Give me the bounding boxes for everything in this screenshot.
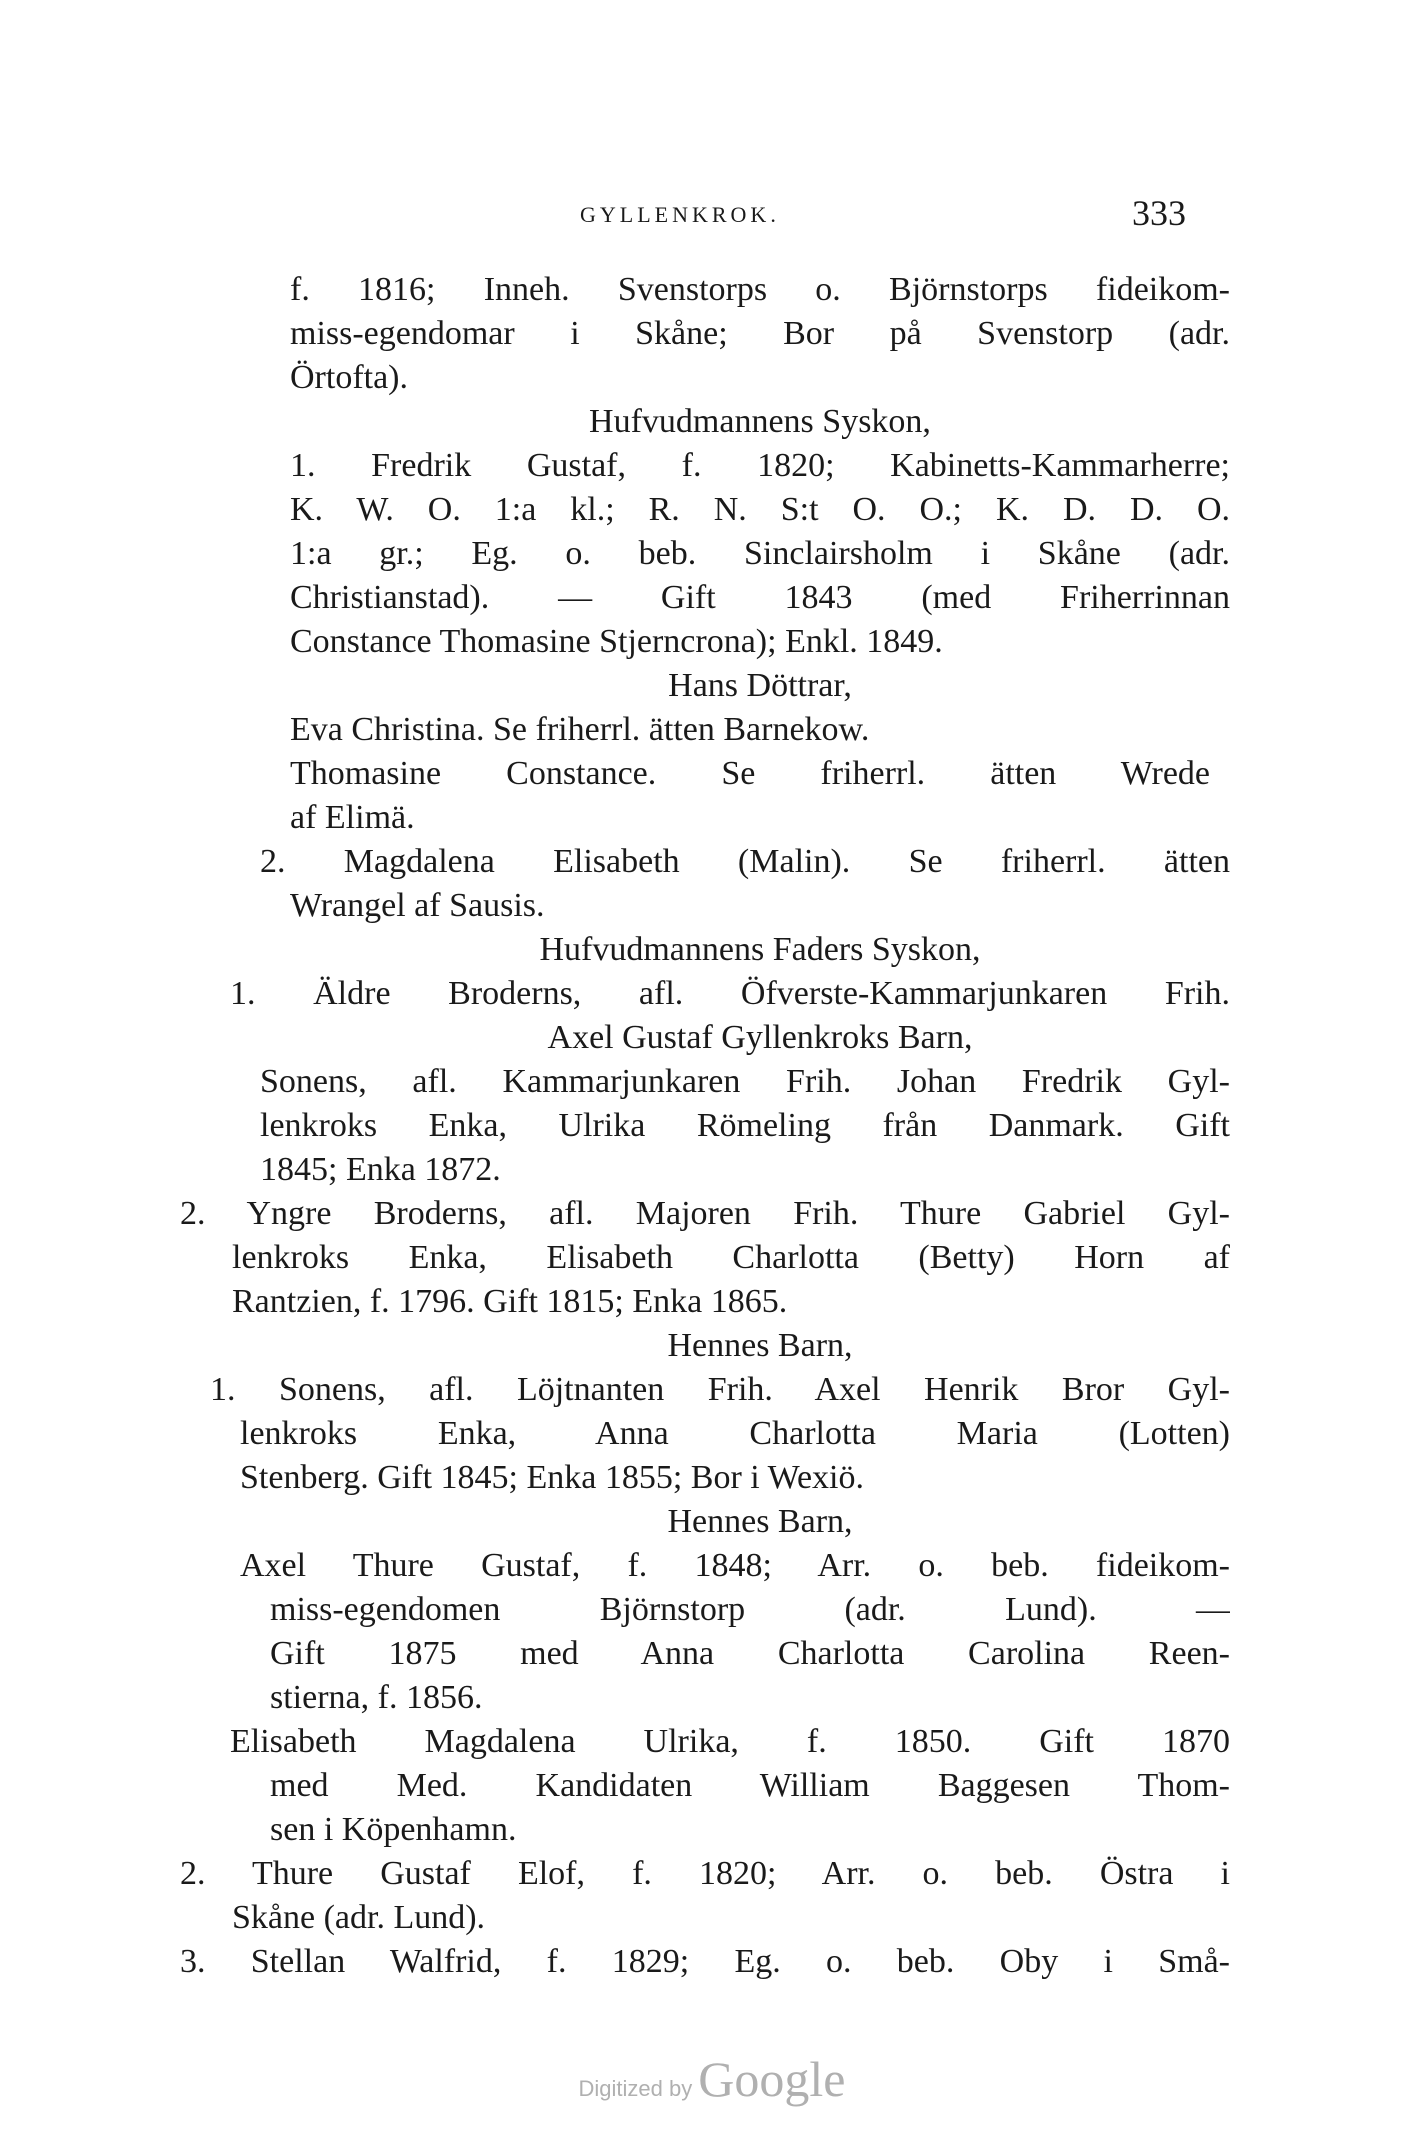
text-line: Constance Thomasine Stjerncrona); Enkl. 1849.	[290, 623, 943, 660]
page-header	[0, 193, 1424, 236]
text-line: Wrangel af Sausis.	[290, 887, 545, 924]
text-line: lenkroks Enka, Ulrika Römeling från Danmark. Gift	[260, 1107, 1230, 1144]
text-line: lenkroks Enka, Elisabeth Charlotta (Betty) Horn af	[232, 1239, 1230, 1276]
text-line: f. 1816; Inneh. Svenstorps o. Björnstorps fideikom-	[290, 271, 1230, 308]
text-line: af Elimä.	[290, 799, 415, 836]
google-logo: Google	[698, 2051, 846, 2107]
text-line: Stenberg. Gift 1845; Enka 1855; Bor i Wexiö.	[240, 1459, 865, 1496]
text-line: Skåne (adr. Lund).	[232, 1899, 486, 1936]
text-line: 2. Thure Gustaf Elof, f. 1820; Arr. o. beb. Östra i	[180, 1855, 1230, 1892]
text-line: Eva Christina. Se friherrl. ätten Barnekow.	[290, 711, 870, 748]
text-line: 1. Sonens, afl. Löjtnanten Frih. Axel Henrik Bror Gyl-	[210, 1371, 1230, 1408]
text-line: 2. Yngre Broderns, afl. Majoren Frih. Thure Gabriel Gyl-	[180, 1195, 1230, 1232]
section-heading: Axel Gustaf Gyllenkroks Barn,	[547, 1019, 973, 1056]
text-line: Rantzien, f. 1796. Gift 1815; Enka 1865.	[232, 1283, 788, 1320]
text-line: Thomasine Constance. Se friherrl. ätten Wrede	[290, 755, 1210, 792]
text-line: 1:a gr.; Eg. o. beb. Sinclairsholm i Skåne (adr.	[290, 535, 1230, 572]
text-line: Gift 1875 med Anna Charlotta Carolina Reen-	[270, 1635, 1230, 1672]
page-number: 333	[1132, 193, 1186, 233]
text-line: 1. Fredrik Gustaf, f. 1820; Kabinetts-Kammarherre;	[290, 447, 1230, 484]
text-line: 2. Magdalena Elisabeth (Malin). Se friherrl. ätten	[260, 843, 1230, 880]
text-line: sen i Köpenhamn.	[270, 1811, 517, 1848]
text-line: stierna, f. 1856.	[270, 1679, 483, 1716]
section-heading: Hufvudmannens Faders Syskon,	[539, 931, 981, 968]
section-heading: Hennes Barn,	[667, 1327, 853, 1364]
text-line: 3. Stellan Walfrid, f. 1829; Eg. o. beb. Oby i Små-	[180, 1943, 1230, 1980]
text-line: Örtofta).	[290, 359, 409, 396]
section-heading: Hennes Barn,	[667, 1503, 853, 1540]
text-line: 1. Äldre Broderns, afl. Öfverste-Kammarjunkaren Frih.	[230, 975, 1230, 1012]
text-line: Sonens, afl. Kammarjunkaren Frih. Johan Fredrik Gyl-	[260, 1063, 1230, 1100]
digitized-label: Digitized by	[578, 2076, 693, 2101]
digitized-by-google-watermark	[0, 2050, 1424, 2108]
text-line: miss-egendomen Björnstorp (adr. Lund). —	[270, 1591, 1230, 1628]
text-line: 1845; Enka 1872.	[260, 1151, 501, 1188]
text-line: Christianstad). — Gift 1843 (med Friherrinnan	[290, 579, 1230, 616]
running-head: GYLLENKROK.	[580, 202, 780, 227]
section-heading: Hans Döttrar,	[668, 667, 852, 704]
text-line: Axel Thure Gustaf, f. 1848; Arr. o. beb. fideikom-	[240, 1547, 1230, 1584]
section-heading: Hufvudmannens Syskon,	[589, 403, 931, 440]
text-line: med Med. Kandidaten William Baggesen Thom-	[270, 1767, 1230, 1804]
text-line: Elisabeth Magdalena Ulrika, f. 1850. Gift 1870	[230, 1723, 1230, 1760]
text-line: miss-egendomar i Skåne; Bor på Svenstorp (adr.	[290, 315, 1230, 352]
text-line: K. W. O. 1:a kl.; R. N. S:t O. O.; K. D. D. O.	[290, 491, 1230, 528]
text-line: lenkroks Enka, Anna Charlotta Maria (Lotten)	[240, 1415, 1230, 1452]
